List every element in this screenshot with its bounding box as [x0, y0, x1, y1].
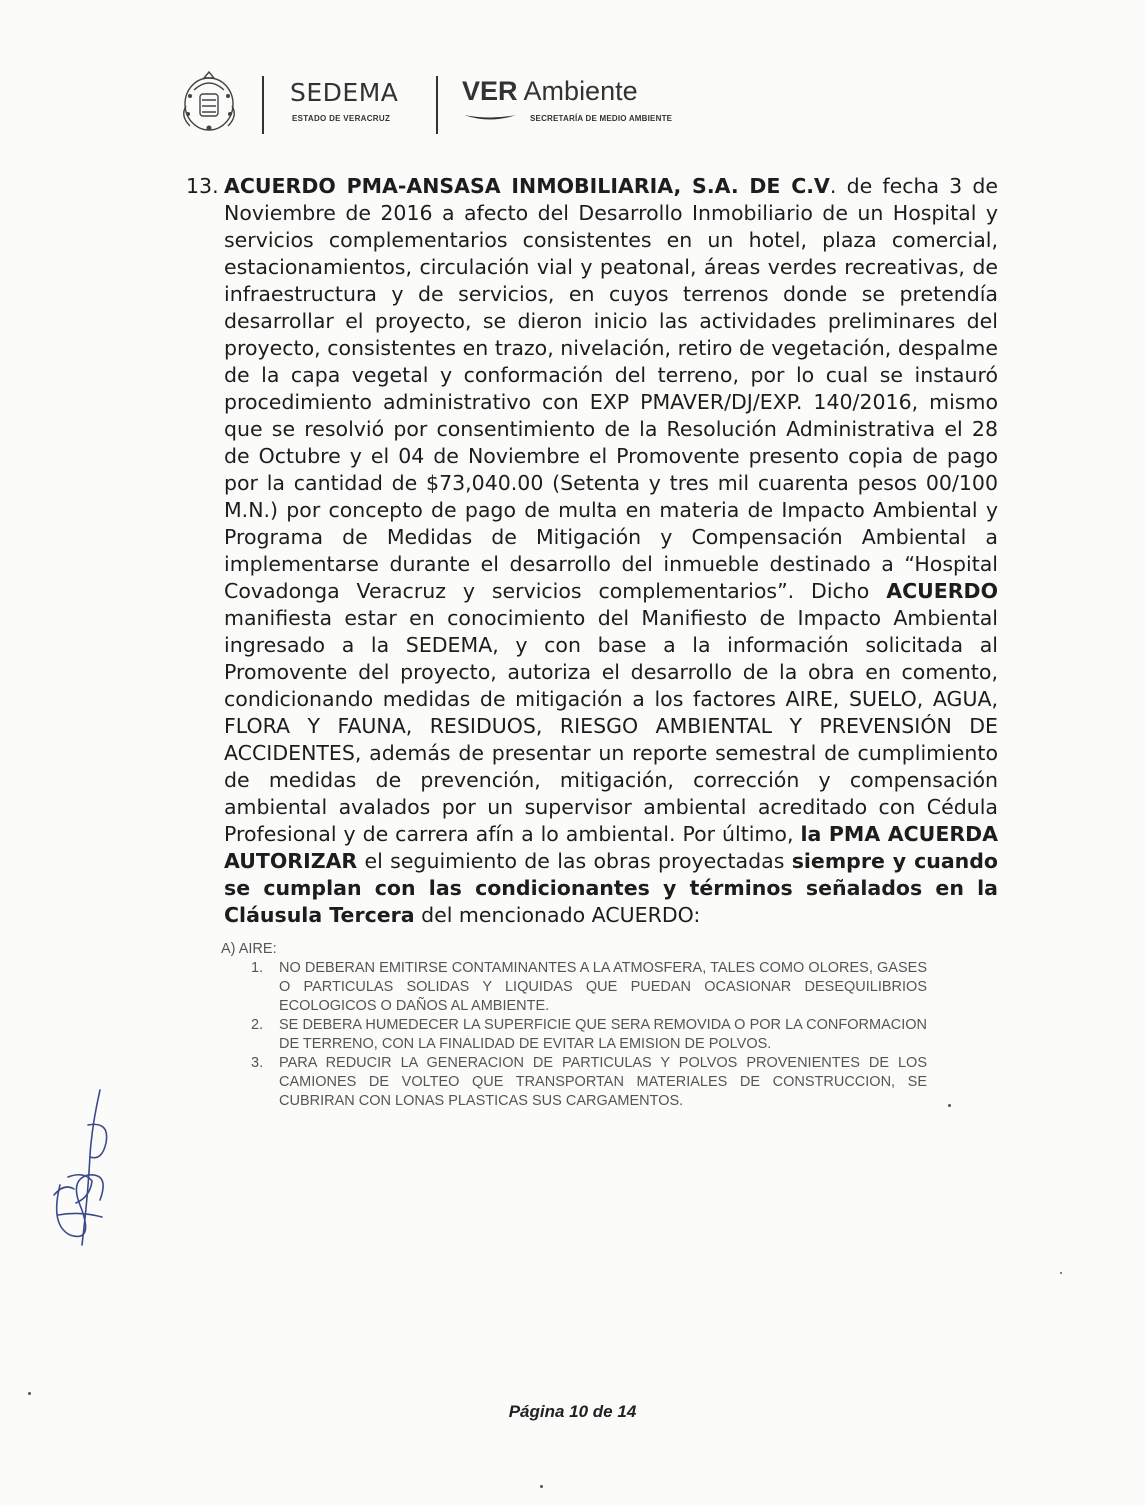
paragraph-text: . de fecha 3 de Noviembre de 2016 a afecto del Desarrollo Inmobiliario de un Hospital y servicios complementarios consistentes en un hotel, plaza comercial, estacionamientos, circulación vial y peatonal, áreas verdes recreativas, de infraestructura y de servicios, en cuyos terrenos donde se pretendía desarrollar el proyecto, se dieron inicio las actividades preliminares del proyecto, consistentes en trazo, nivelación, retiro de vegetación, despalme de la capa vegetal y conformación del terreno, por lo cual se instauró procedimiento administrativo con EXP PMAVER/DJ/EXP. 140/2016, mismo que se resolvió por consentimiento de la Resolución Administrativa el 28 de Octubre y el 04 de Noviembre el Promovente presento copia de pago por la cantidad de $73,040.00 (Setenta y tres mil cuarenta pesos 00/100 M.N.) por concepto de pago de multa en materia de Impacto Ambiental y Programa de Medidas de Mitigación y Compensación Ambiental a implementarse durante el desarrollo del inmueble destinado a “Hospital Covadonga Veracruz y servicios complementarios”. Dicho: [224, 174, 999, 603]
sedema-logo-text: SEDEMA: [290, 78, 399, 107]
list-item-text: PARA REDUCIR LA GENERACION DE PARTICULAS Y POLVOS PROVENIENTES DE LOS CAMIONES DE VOLTEO QUE TRANSPORTAN MATERIALES DE CONSTRUCCION, SE CUBRIRAN CON LONAS PLASTICAS SUS CARGAMENTOS.: [279, 1055, 927, 1109]
paragraph-text: del mencionado ACUERDO:: [414, 903, 701, 927]
paragraph-text: manifiesta estar en conocimiento del Manifiesto de Impacto Ambiental ingresado a la SEDEMA, y con base a la información solicitada al Promovente del proyecto, autoriza el desarrollo de la obra en comento, condicionando medidas de mitigación a los factores AIRE, SUELO, AGUA, FLORA Y FAUNA, RESIDUOS, RIESGO AMBIENTAL Y PREVENSIÓN DE ACCIDENTES, además de presentar un reporte semestral de cumplimiento de medidas de prevención, mitigación, corrección y compensación ambiental avalados por un supervisor ambiental acreditado con Cédula Profesional y de carrera afín a lo ambiental. Por último,: [224, 606, 998, 846]
item-number: 13.: [186, 174, 219, 198]
list-item-text: NO DEBERAN EMITIRSE CONTAMINANTES A LA ATMOSFERA, TALES COMO OLORES, GASES O PARTICULAS SOLIDAS Y LIQUIDAS QUE PUEDAN OCASIONAR DESEQUILIBRIOS ECOLOGICOS O DAÑOS AL AMBIENTE.: [279, 960, 927, 1014]
bold-acuerdo: ACUERDO: [886, 579, 998, 603]
coat-of-arms-icon: [176, 70, 242, 134]
page-number: Página 10 de 14: [508, 1402, 637, 1421]
list-item: [251, 1016, 927, 1054]
list-item-number: 1.: [251, 960, 264, 976]
ver-ambiente-logo: [462, 76, 638, 107]
acuerdo-paragraph: [224, 173, 998, 929]
secretaria-subtitle: SECRETARÍA DE MEDIO AMBIENTE: [530, 114, 673, 123]
list-item-number: 3.: [251, 1055, 264, 1071]
letterhead: [176, 66, 716, 142]
acuerdo-title: ACUERDO PMA-ANSASA INMOBILIARIA, S.A. DE C.V: [224, 174, 830, 198]
ver-logo-bold: VER: [462, 76, 518, 106]
swoosh-icon: [462, 112, 518, 122]
list-item: [251, 959, 927, 1016]
scan-speck: [540, 1485, 543, 1488]
scan-speck: [948, 1104, 951, 1107]
estado-subtitle: ESTADO DE VERACRUZ: [292, 114, 391, 123]
list-item-number: 2.: [251, 1017, 264, 1033]
aire-list: [221, 940, 927, 1111]
header-divider: [262, 76, 264, 134]
list-item: [251, 1054, 927, 1111]
aire-heading: A) AIRE:: [221, 941, 277, 957]
ver-logo-rest: Ambiente: [523, 76, 638, 106]
header-divider: [436, 76, 438, 134]
handwritten-signature: [40, 1085, 126, 1255]
scan-speck: [1060, 1272, 1062, 1274]
bold-condicionantes: siempre y cuando se cumplan con las condicionantes y términos señalados en la Cláusula Tercera: [224, 849, 999, 927]
paragraph-text: el seguimiento de las obras proyectadas: [357, 849, 792, 873]
scan-speck: [28, 1392, 31, 1395]
list-item-text: SE DEBERA HUMEDECER LA SUPERFICIE QUE SERA REMOVIDA O POR LA CONFORMACION DE TERRENO, CON LA FINALIDAD DE EVITAR LA EMISION DE POLVOS.: [279, 1017, 927, 1052]
bold-autorizar: la PMA ACUERDA AUTORIZAR: [224, 822, 998, 873]
